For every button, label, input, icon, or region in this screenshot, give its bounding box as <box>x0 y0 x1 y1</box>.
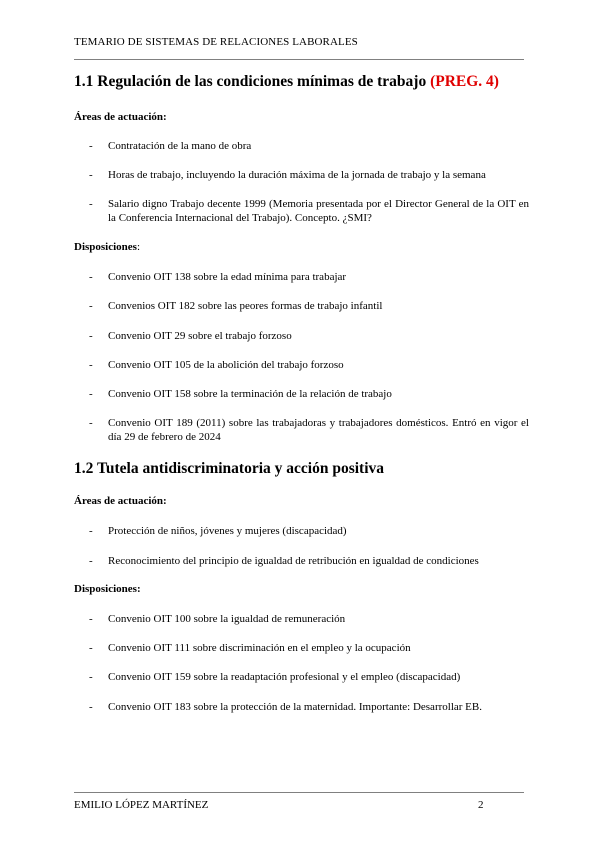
areas-label: Áreas de actuación: <box>74 495 167 507</box>
bullet-dash: - <box>89 417 93 429</box>
bullet-dash: - <box>89 701 93 713</box>
list-item: - Convenio OIT 183 sobre la protección de la maternidad. Importante: Desarrollar EB. <box>89 701 482 713</box>
list-item: - Salario digno Trabajo decente 1999 (Memoria presentada por el Director General de la OIT en la Conferencia Internacional del Trabajo). Concepto. ¿SMI? <box>89 198 529 224</box>
section-heading-text: 1.1 Regulación de las condiciones mínimas de trabajo <box>74 73 427 90</box>
list-item: - Convenio OIT 105 de la abolición del trabajo forzoso <box>89 359 344 371</box>
bullet-dash: - <box>89 271 93 283</box>
bullet-dash: - <box>89 140 93 152</box>
bullet-dash: - <box>89 300 93 312</box>
question-tag: (PREG. 4) <box>430 73 499 90</box>
bullet-dash: - <box>89 388 93 400</box>
list-item: - Convenio OIT 100 sobre la igualdad de remuneración <box>89 613 346 625</box>
bullet-dash: - <box>89 613 93 625</box>
list-item: - Convenio OIT 29 sobre el trabajo forzoso <box>89 330 292 342</box>
bullet-dash: - <box>89 359 93 371</box>
list-item: - Convenio OIT 189 (2011) sobre las trabajadoras y trabajadores domésticos. Entró en vigor el día 29 de febrero de 2024 <box>89 417 529 443</box>
bullet-dash: - <box>89 198 93 210</box>
list-item: - Horas de trabajo, incluyendo la duración máxima de la jornada de trabajo y la semana <box>89 169 486 181</box>
section-heading-1-1 <box>74 73 499 91</box>
areas-label: Áreas de actuación: <box>74 111 167 123</box>
list-item: - Protección de niños, jóvenes y mujeres (discapacidad) <box>89 525 347 537</box>
bullet-dash: - <box>89 671 93 683</box>
list-item: - Convenios OIT 182 sobre las peores formas de trabajo infantil <box>89 300 383 312</box>
header-rule <box>74 59 524 60</box>
running-header: TEMARIO DE SISTEMAS DE RELACIONES LABORALES <box>74 36 358 48</box>
footer-author: EMILIO LÓPEZ MARTÍNEZ <box>74 799 209 811</box>
list-item: - Convenio OIT 159 sobre la readaptación profesional y el empleo (discapacidad) <box>89 671 461 683</box>
disposiciones-label: Disposiciones: <box>74 583 141 595</box>
list-item: - Convenio OIT 138 sobre la edad mínima para trabajar <box>89 271 347 283</box>
bullet-dash: - <box>89 169 93 181</box>
disposiciones-label: Disposiciones: <box>74 241 141 253</box>
bullet-dash: - <box>89 525 93 537</box>
section-heading-1-2: 1.2 Tutela antidiscriminatoria y acción positiva <box>74 460 385 477</box>
list-item: - Reconocimiento del principio de igualdad de retribución en igualdad de condiciones <box>89 555 479 567</box>
footer-rule <box>74 792 524 793</box>
list-item: - Convenio OIT 111 sobre discriminación en el empleo y la ocupación <box>89 642 411 654</box>
bullet-dash: - <box>89 330 93 342</box>
list-item: - Contratación de la mano de obra <box>89 140 252 152</box>
bullet-dash: - <box>89 555 93 567</box>
list-item: - Convenio OIT 158 sobre la terminación de la relación de trabajo <box>89 388 392 400</box>
page-number: 2 <box>478 799 484 811</box>
bullet-dash: - <box>89 642 93 654</box>
